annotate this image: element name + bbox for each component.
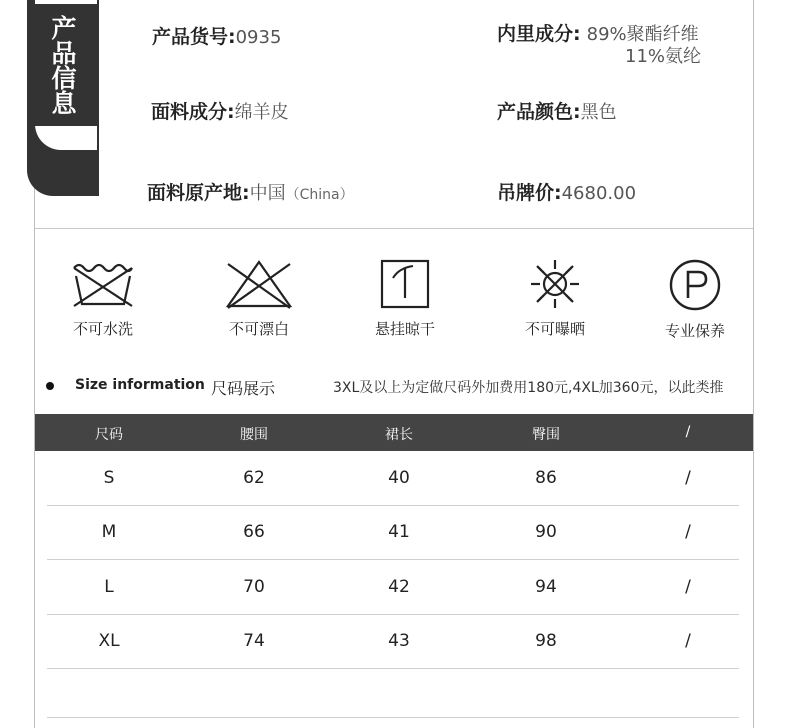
table-row bbox=[35, 505, 753, 559]
color-value: 黑色 bbox=[580, 102, 617, 123]
professional-care-icon bbox=[668, 258, 722, 312]
cell-skirt-length: 40 bbox=[388, 468, 410, 488]
price-field bbox=[497, 178, 636, 205]
item-number-label: 产品货号: bbox=[152, 26, 236, 48]
lining-value-1: 89%聚酯纤维 bbox=[586, 24, 699, 45]
origin-english: （China） bbox=[285, 187, 354, 203]
row-divider bbox=[47, 668, 739, 669]
size-info-title-cn: 尺码展示 bbox=[211, 379, 276, 398]
item-number-field bbox=[152, 22, 281, 49]
lining-field-line2 bbox=[625, 42, 701, 68]
cell-waist: 62 bbox=[243, 468, 265, 488]
cell-size: M bbox=[101, 522, 117, 542]
care-item-professional bbox=[640, 258, 750, 341]
table-row bbox=[35, 614, 753, 668]
care-item-no-sun bbox=[500, 258, 610, 339]
side-tab-title: 产品信息 bbox=[27, 4, 97, 126]
care-label-no-sun: 不可曝晒 bbox=[524, 320, 585, 338]
size-info-title-en: Size information bbox=[75, 377, 205, 393]
cell-size: S bbox=[103, 468, 115, 488]
cell-waist: 66 bbox=[243, 522, 265, 542]
cell-hip: 94 bbox=[535, 577, 557, 597]
header-skirt-length: 裙长 bbox=[385, 427, 413, 443]
header-size: 尺码 bbox=[95, 427, 123, 443]
cell-extra: / bbox=[685, 468, 691, 488]
lining-value-2: 11%氨纶 bbox=[625, 46, 702, 67]
no-wash-icon bbox=[70, 258, 136, 310]
header-extra: / bbox=[685, 424, 691, 440]
care-label-no-bleach: 不可漂白 bbox=[228, 320, 289, 338]
care-label-professional: 专业保养 bbox=[664, 322, 725, 340]
section-divider bbox=[35, 228, 753, 229]
header-waist: 腰围 bbox=[240, 427, 268, 443]
cell-skirt-length: 43 bbox=[388, 631, 410, 651]
cell-extra: / bbox=[685, 631, 691, 651]
origin-field bbox=[147, 178, 354, 205]
care-item-no-wash bbox=[48, 258, 158, 339]
table-bottom-line bbox=[47, 717, 739, 718]
cell-hip: 86 bbox=[535, 468, 557, 488]
cell-skirt-length: 42 bbox=[388, 577, 410, 597]
fabric-label: 面料成分: bbox=[151, 101, 235, 123]
size-info-note: 3XL及以上为定做尺码外加费用180元,4XL加360元，以此类推 bbox=[333, 380, 724, 396]
header-hip: 臀围 bbox=[532, 427, 560, 443]
cell-extra: / bbox=[685, 522, 691, 542]
fabric-value: 绵羊皮 bbox=[234, 102, 289, 123]
no-sun-icon bbox=[529, 258, 581, 310]
cell-waist: 70 bbox=[243, 577, 265, 597]
lining-label: 内里成分: bbox=[497, 23, 581, 45]
cell-extra: / bbox=[685, 577, 691, 597]
size-information-row bbox=[46, 376, 746, 398]
item-number-value: 0935 bbox=[235, 27, 282, 48]
care-label-no-wash: 不可水洗 bbox=[72, 320, 133, 338]
cell-hip: 90 bbox=[535, 522, 557, 542]
table-row bbox=[35, 451, 753, 505]
cell-skirt-length: 41 bbox=[388, 522, 410, 542]
table-row bbox=[35, 560, 753, 614]
fabric-field bbox=[151, 97, 289, 124]
cell-size: XL bbox=[98, 631, 120, 651]
care-label-hang-dry: 悬挂晾干 bbox=[374, 320, 435, 338]
color-label: 产品颜色: bbox=[497, 101, 581, 123]
cell-hip: 98 bbox=[535, 631, 557, 651]
hang-dry-icon bbox=[379, 258, 431, 310]
care-item-hang-dry bbox=[350, 258, 460, 339]
size-table-header bbox=[35, 414, 753, 451]
price-value: 4680.00 bbox=[561, 183, 637, 204]
care-item-no-bleach bbox=[204, 258, 314, 339]
cell-size: L bbox=[104, 577, 114, 597]
bullet-icon bbox=[46, 382, 54, 390]
cell-waist: 74 bbox=[243, 631, 265, 651]
origin-value: 中国 bbox=[249, 183, 286, 204]
frame-right-border bbox=[753, 0, 754, 728]
no-bleach-icon bbox=[224, 258, 294, 310]
price-label: 吊牌价: bbox=[497, 182, 562, 204]
origin-label: 面料原产地: bbox=[147, 182, 250, 204]
color-field bbox=[497, 97, 617, 124]
